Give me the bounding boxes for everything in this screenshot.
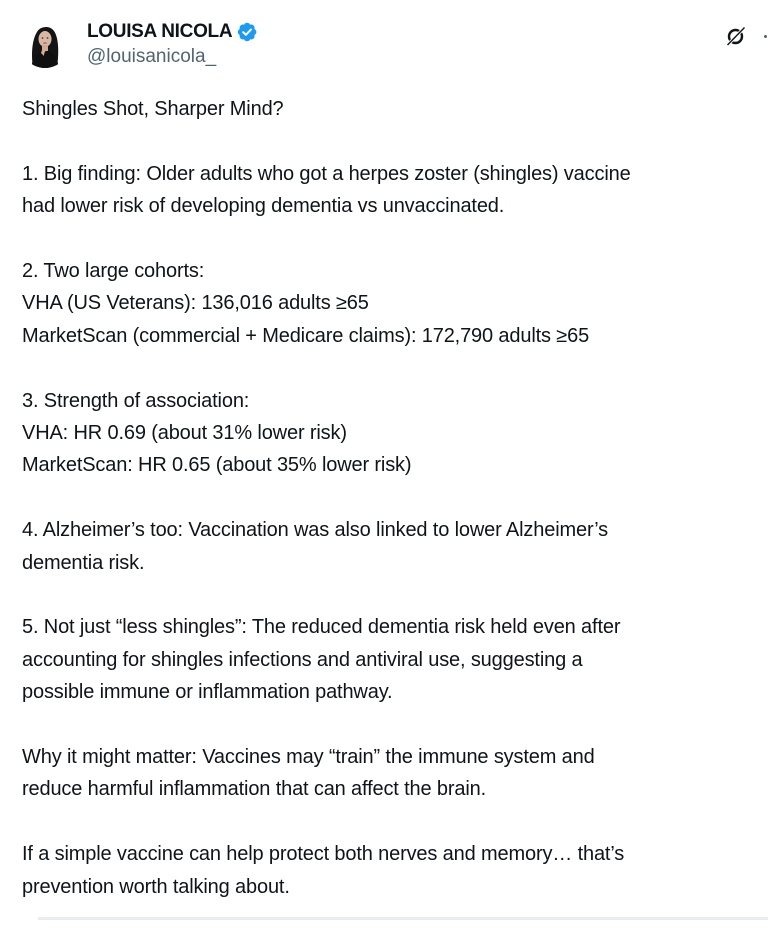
text-line: accounting for shingles infections and antiviral use, suggesting a xyxy=(22,648,583,671)
display-name[interactable]: LOUISA NICOLA xyxy=(87,21,233,42)
paragraph-alzheimers xyxy=(22,514,752,579)
tweet-title-line: Shingles Shot, Sharper Mind? xyxy=(22,98,284,120)
text-line: If a simple vaccine can help protect both nerves and memory… that’s xyxy=(22,843,625,866)
text-line: 4. Alzheimer’s too: Vaccination was also linked to lower Alzheimer’s xyxy=(22,519,609,542)
text-line: MarketScan: HR 0.65 (about 35% lower risk) xyxy=(22,454,412,477)
text-line: dementia risk. xyxy=(22,551,145,574)
paragraph-why-it-matters xyxy=(22,741,752,806)
text-line: MarketScan (commercial + Medicare claims): 172,790 adults ≥65 xyxy=(22,324,590,347)
more-options-button[interactable] xyxy=(760,28,768,44)
text-line: 2. Two large cohorts: xyxy=(22,260,205,282)
paragraph-conclusion xyxy=(22,838,752,903)
paragraph-big-finding xyxy=(22,158,752,223)
text-line: reduce harmful inflammation that can affect the brain. xyxy=(22,778,487,801)
display-name-row xyxy=(87,20,258,44)
tweet-text xyxy=(22,93,752,935)
tweet-header xyxy=(0,0,768,80)
paragraph-not-just-shingles xyxy=(22,611,752,708)
paragraph-cohorts xyxy=(22,255,752,352)
text-line: had lower risk of developing dementia vs unvaccinated. xyxy=(22,195,505,218)
profile-photo-icon xyxy=(21,20,69,68)
text-line: 3. Strength of association: xyxy=(22,389,250,412)
text-line: VHA: HR 0.69 (about 31% lower risk) xyxy=(22,422,347,445)
verified-badge-icon[interactable] xyxy=(236,21,258,43)
text-line: Why it might matter: Vaccines may “train” the immune system and xyxy=(22,746,595,769)
more-dots-icon xyxy=(764,35,767,38)
avatar[interactable] xyxy=(21,20,69,68)
text-line: prevention worth talking about. xyxy=(22,875,290,898)
text-line: possible immune or inflammation pathway. xyxy=(22,681,393,704)
author-names xyxy=(87,20,258,69)
text-line: 1. Big finding: Older adults who got a herpes zoster (shingles) vaccine xyxy=(22,162,631,185)
paragraph-strength xyxy=(22,385,752,482)
author-handle[interactable]: @louisanicola_ xyxy=(87,46,217,67)
grok-button[interactable] xyxy=(722,22,750,50)
text-line: 5. Not just “less shingles”: The reduced dementia risk held even after xyxy=(22,616,621,639)
text-line: VHA (US Veterans): 136,016 adults ≥65 xyxy=(22,292,369,315)
tweet-title xyxy=(22,93,752,125)
grok-icon xyxy=(724,24,748,48)
